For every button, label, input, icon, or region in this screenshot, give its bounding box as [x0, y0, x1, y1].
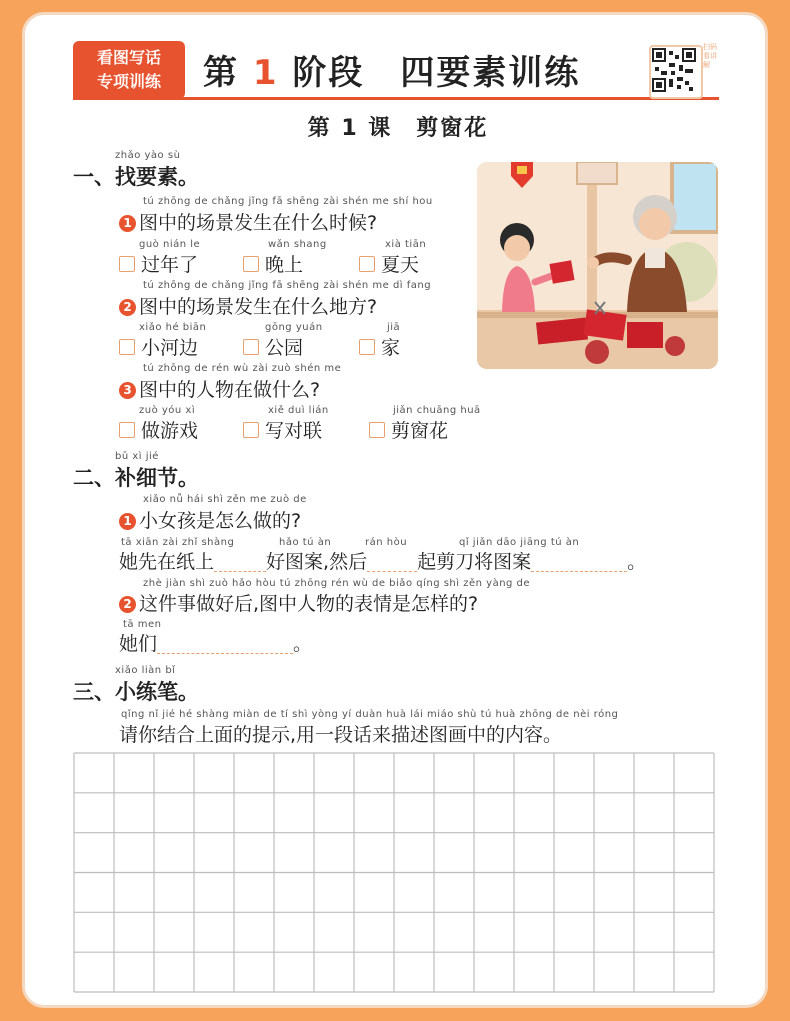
q-number-badge: 2 — [119, 299, 136, 316]
s1-q3-text: 图中的人物在做什么? — [139, 379, 321, 401]
s2-heading: 二、补细节。 — [73, 466, 199, 490]
q-number-badge: 2 — [119, 596, 136, 613]
stage-title — [203, 45, 580, 94]
fill-blank[interactable] — [157, 633, 293, 654]
s1-q3-pinyin: tú zhōng de rén wù zài zuò shén me — [143, 363, 342, 374]
option-gongyuan[interactable] — [243, 333, 303, 360]
checkbox[interactable] — [243, 422, 259, 438]
q-number-badge: 1 — [119, 215, 136, 232]
s1-q1-text: 图中的场景发生在什么时候? — [139, 212, 378, 234]
checkbox[interactable] — [119, 422, 135, 438]
answer-text: 。 — [293, 633, 313, 655]
a-pinyin: qǐ jiǎn dāo jiāng tú àn — [459, 537, 580, 548]
s2-q2-text: 这件事做好后,图中人物的表情是怎样的? — [139, 593, 479, 615]
title-num: 1 — [252, 53, 279, 93]
a-pinyin: tā xiān zài zhǐ shàng — [121, 537, 235, 548]
opt-pinyin: guò nián le — [139, 239, 201, 250]
qr-code-icon[interactable] — [649, 45, 703, 99]
checkbox[interactable] — [359, 339, 375, 355]
s2-q2-answer — [119, 629, 312, 656]
option-label: 做游戏 — [141, 420, 199, 442]
checkbox[interactable] — [119, 339, 135, 355]
opt-pinyin: xiǎo hé biān — [139, 322, 207, 333]
s2-q1-answer — [119, 547, 646, 574]
answer-text: 。 — [627, 551, 647, 573]
writing-grid[interactable] — [73, 752, 715, 993]
a-pinyin: tā men — [123, 619, 162, 630]
a-pinyin: rán hòu — [365, 537, 408, 548]
checkbox[interactable] — [119, 256, 135, 272]
s2-q1-text: 小女孩是怎么做的? — [139, 510, 302, 532]
badge-line1: 看图写话 — [96, 48, 161, 67]
option-jia[interactable] — [359, 333, 400, 360]
a-pinyin: hǎo tú àn — [279, 537, 332, 548]
option-zuoyouxi[interactable] — [119, 416, 198, 443]
q-number-badge: 1 — [119, 513, 136, 530]
opt-pinyin: jiā — [387, 322, 401, 333]
s1-heading: 一、找要素。 — [73, 165, 199, 189]
title-pre: 第 — [203, 53, 239, 93]
s3-pinyin: xiǎo liàn bǐ — [115, 665, 176, 676]
s2-q1 — [119, 506, 301, 533]
option-label: 写对联 — [265, 420, 323, 442]
lesson-title: 第 1 课 剪窗花 — [307, 116, 489, 141]
opt-pinyin: wǎn shang — [268, 239, 327, 250]
option-xieduilian[interactable] — [243, 416, 322, 443]
s1-q2-text: 图中的场景发生在什么地方? — [139, 296, 378, 318]
opt-pinyin: jiǎn chuāng huā — [393, 405, 481, 416]
checkbox[interactable] — [369, 422, 385, 438]
qr-caption: 扫码看讲解 — [703, 43, 717, 69]
badge-line2: 专项训练 — [96, 72, 161, 91]
opt-pinyin: zuò yóu xì — [139, 405, 196, 416]
s2-q2 — [119, 589, 478, 616]
fill-blank[interactable] — [214, 551, 266, 572]
series-badge — [73, 41, 185, 99]
opt-pinyin: xià tiān — [385, 239, 427, 250]
option-label: 晚上 — [265, 254, 304, 276]
checkbox[interactable] — [359, 256, 375, 272]
opt-pinyin: gōng yuán — [265, 322, 323, 333]
option-label: 家 — [381, 337, 401, 359]
title-post: 阶段 四要素训练 — [292, 53, 581, 93]
answer-text: 她们 — [119, 633, 158, 655]
s1-q1-pinyin: tú zhōng de chǎng jǐng fā shēng zài shén me shí hou — [143, 196, 433, 207]
s3-prompt: 请你结合上面的提示,用一段话来描述图画中的内容。 — [119, 724, 563, 746]
option-guonianle[interactable] — [119, 250, 198, 277]
s1-q3 — [119, 375, 320, 402]
option-label: 公园 — [265, 337, 304, 359]
option-jianchuanghua[interactable] — [369, 416, 448, 443]
option-wanshang[interactable] — [243, 250, 303, 277]
s2-q1-pinyin: xiǎo nǚ hái shì zěn me zuò de — [143, 494, 307, 505]
fill-blank[interactable] — [367, 551, 417, 572]
option-xiaohebian[interactable] — [119, 333, 198, 360]
s2-pinyin: bǔ xì jié — [115, 451, 159, 462]
option-label: 小河边 — [141, 337, 199, 359]
s1-q2 — [119, 292, 377, 319]
answer-text: 然后 — [329, 551, 368, 573]
checkbox[interactable] — [243, 339, 259, 355]
s1-q1 — [119, 208, 377, 235]
option-label: 剪窗花 — [391, 420, 449, 442]
answer-text: 她先在纸上 — [119, 551, 215, 573]
checkbox[interactable] — [243, 256, 259, 272]
worksheet-page — [22, 12, 768, 1008]
q-number-badge: 3 — [119, 382, 136, 399]
opt-pinyin: xiě duì lián — [268, 405, 329, 416]
answer-text: 起剪刀将图案 — [417, 551, 532, 573]
fill-blank[interactable] — [531, 551, 627, 572]
title-underline — [73, 97, 719, 100]
s1-q2-pinyin: tú zhōng de chǎng jǐng fā shēng zài shén me dì fang — [143, 280, 432, 291]
s2-q2-pinyin: zhè jiàn shì zuò hǎo hòu tú zhōng rén wù de biǎo qíng shì zěn yàng de — [143, 578, 531, 589]
option-label: 夏天 — [381, 254, 420, 276]
s3-heading: 三、小练笔。 — [73, 680, 199, 704]
s1-pinyin: zhǎo yào sù — [115, 150, 181, 161]
option-xiatian[interactable] — [359, 250, 419, 277]
scene-illustration — [477, 162, 718, 369]
s3-prompt-pinyin: qǐng nǐ jié hé shàng miàn de tí shì yòng yí duàn huà lái miáo shù tú huà zhōng de nèi róng — [121, 709, 619, 720]
answer-text: 好图案, — [266, 551, 330, 573]
option-label: 过年了 — [141, 254, 199, 276]
